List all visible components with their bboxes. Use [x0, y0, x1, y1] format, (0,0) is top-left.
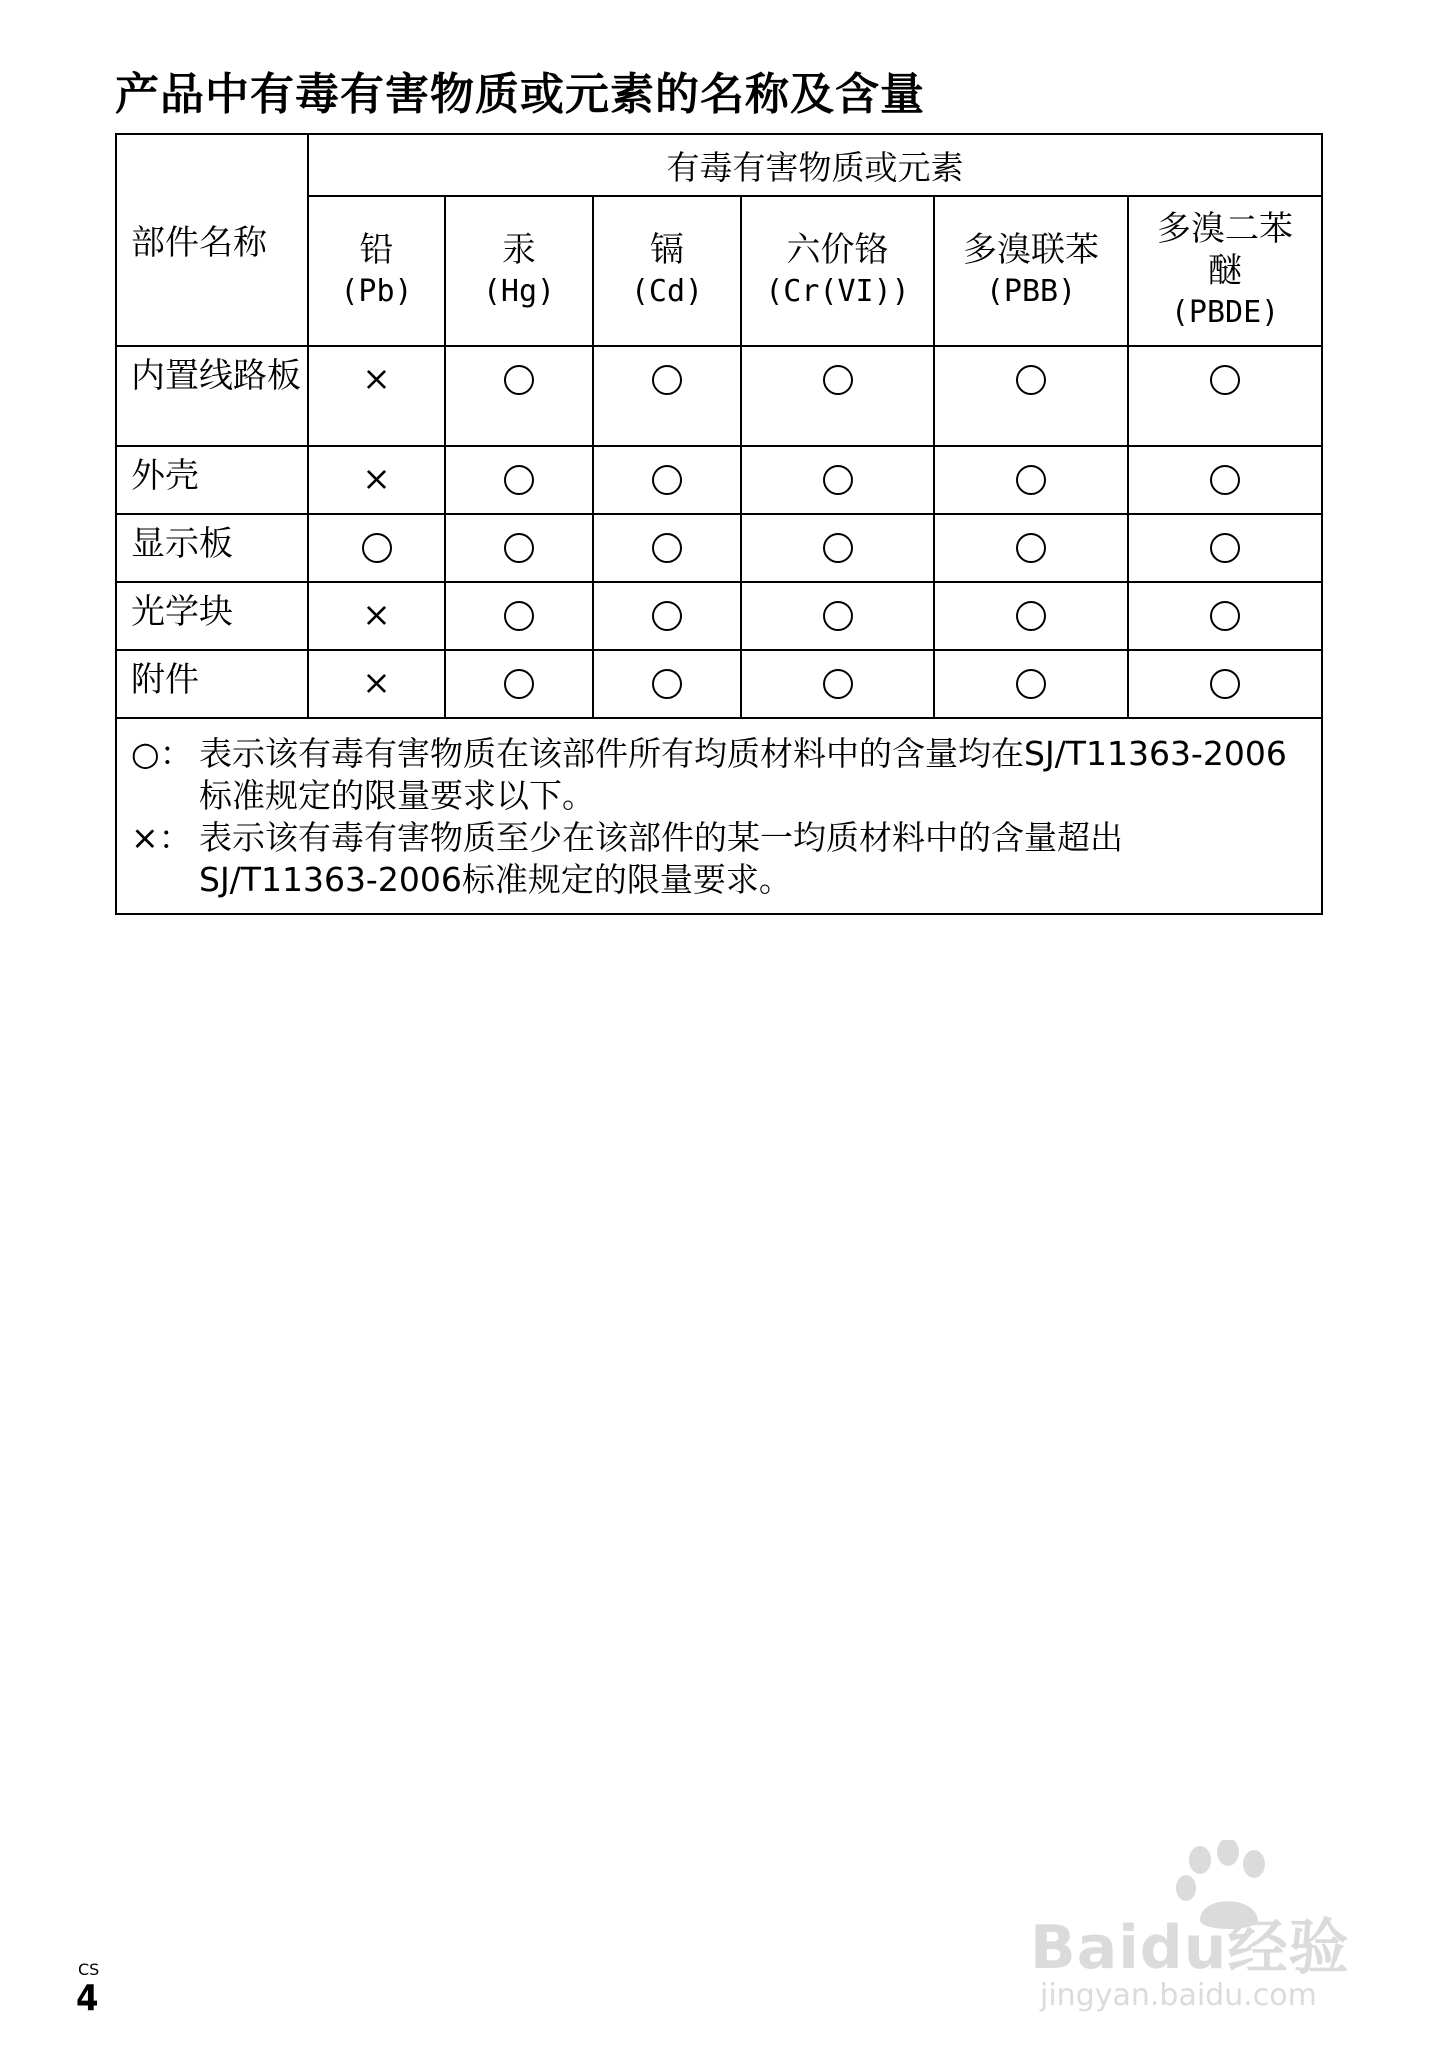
- cross-mark-icon: ×: [362, 359, 391, 399]
- mark-cell: [308, 582, 445, 650]
- cross-mark-icon: ×: [362, 595, 391, 635]
- circle-mark-icon: [1210, 601, 1240, 631]
- mark-cell: [308, 650, 445, 718]
- mark-cell: [445, 446, 593, 514]
- mark-cell: [593, 514, 741, 582]
- note-symbol: ×：: [131, 818, 192, 857]
- substance-name: 铅: [359, 230, 394, 270]
- table-row: [116, 650, 1322, 718]
- circle-mark-icon: [1210, 669, 1240, 699]
- circle-mark-icon: [504, 669, 534, 699]
- part-name-cell: 外壳: [116, 446, 308, 514]
- mark-cell: [593, 650, 741, 718]
- circle-mark-icon: [823, 533, 853, 563]
- substance-header-cr6: [741, 196, 934, 346]
- mark-cell: [1128, 514, 1322, 582]
- hazardous-substances-table: [115, 133, 1323, 915]
- note-circle: [131, 733, 1291, 817]
- part-name-cell: 光学块: [116, 582, 308, 650]
- mark-cell: [593, 446, 741, 514]
- circle-mark-icon: [1016, 669, 1046, 699]
- mark-cell: [308, 346, 445, 446]
- circle-mark-icon: [823, 669, 853, 699]
- mark-cell: [934, 446, 1128, 514]
- table-row: [116, 346, 1322, 446]
- part-name-cell: 附件: [116, 650, 308, 718]
- substance-header-pbb: [934, 196, 1128, 346]
- note-text: 表示该有毒有害物质至少在该部件的某一均质材料中的含量超出SJ/T11363-2006标准规定的限量要求。: [199, 818, 1123, 899]
- table-row: [116, 446, 1322, 514]
- substance-group-header: 有毒有害物质或元素: [308, 134, 1322, 196]
- table-row: [116, 582, 1322, 650]
- circle-mark-icon: [652, 601, 682, 631]
- part-name-header: 部件名称: [116, 134, 308, 346]
- mark-cell: [1128, 346, 1322, 446]
- mark-cell: [593, 346, 741, 446]
- note-text: 表示该有毒有害物质在该部件所有均质材料中的含量均在SJ/T11363-2006标准规定的限量要求以下。: [199, 734, 1287, 815]
- substance-symbol: (PBDE): [1170, 295, 1280, 330]
- mark-cell: [741, 514, 934, 582]
- mark-cell: [445, 582, 593, 650]
- circle-mark-icon: [504, 465, 534, 495]
- circle-mark-icon: [1016, 533, 1046, 563]
- substance-symbol: (Cr(VI)): [765, 274, 910, 309]
- mark-cell: [741, 346, 934, 446]
- circle-mark-icon: [823, 465, 853, 495]
- mark-cell: [934, 514, 1128, 582]
- page-number: 4: [76, 1978, 99, 2019]
- circle-mark-icon: [1210, 365, 1240, 395]
- part-name-cell: 显示板: [116, 514, 308, 582]
- circle-mark-icon: [823, 365, 853, 395]
- mark-cell: [741, 582, 934, 650]
- watermark-url: jingyan.baidu.com: [1040, 1978, 1317, 2013]
- circle-mark-icon: [362, 533, 392, 563]
- substance-name: 六价铬: [786, 230, 889, 270]
- mark-cell: [308, 514, 445, 582]
- circle-mark-icon: [652, 669, 682, 699]
- substance-symbol: (Hg): [482, 274, 556, 309]
- mark-cell: [934, 582, 1128, 650]
- circle-mark-icon: [823, 601, 853, 631]
- mark-cell: [1128, 446, 1322, 514]
- circle-mark-icon: [1210, 533, 1240, 563]
- circle-mark-icon: [504, 365, 534, 395]
- circle-mark-icon: [1016, 601, 1046, 631]
- legend-notes: [116, 718, 1322, 914]
- substance-symbol: (Cd): [630, 274, 704, 309]
- substance-header-cd: [593, 196, 741, 346]
- substance-name: 汞: [502, 230, 536, 270]
- substance-symbol: (Pb): [340, 274, 413, 309]
- substance-name: 多溴联苯: [963, 230, 1099, 270]
- substance-header-pbde: [1128, 196, 1322, 346]
- substance-name: 镉: [650, 230, 684, 270]
- mark-cell: [445, 514, 593, 582]
- watermark-brand: Baidu经验: [1030, 1913, 1350, 1983]
- watermark: [1030, 1840, 1380, 2020]
- circle-mark-icon: [504, 601, 534, 631]
- circle-mark-icon: [1016, 465, 1046, 495]
- circle-mark-icon: [652, 365, 682, 395]
- page-title: 产品中有毒有害物质或元素的名称及含量: [115, 69, 925, 120]
- note-symbol: ○：: [131, 734, 193, 773]
- table-row: [116, 514, 1322, 582]
- mark-cell: [593, 582, 741, 650]
- mark-cell: [1128, 582, 1322, 650]
- page-language-code: CS: [78, 1960, 100, 1979]
- mark-cell: [308, 446, 445, 514]
- mark-cell: [741, 446, 934, 514]
- mark-cell: [445, 650, 593, 718]
- circle-mark-icon: [1016, 365, 1046, 395]
- part-name-cell: 内置线路板: [116, 346, 308, 446]
- mark-cell: [1128, 650, 1322, 718]
- cross-mark-icon: ×: [362, 663, 391, 703]
- circle-mark-icon: [504, 533, 534, 563]
- mark-cell: [934, 650, 1128, 718]
- substance-header-hg: [445, 196, 593, 346]
- circle-mark-icon: [1210, 465, 1240, 495]
- note-cross: [131, 817, 1291, 901]
- substance-header-pb: [308, 196, 445, 346]
- circle-mark-icon: [652, 533, 682, 563]
- notes-row: [116, 718, 1322, 914]
- mark-cell: [934, 346, 1128, 446]
- substance-symbol: (PBB): [985, 274, 1077, 309]
- mark-cell: [741, 650, 934, 718]
- mark-cell: [445, 346, 593, 446]
- cross-mark-icon: ×: [362, 459, 391, 499]
- substance-name: 多溴二苯醚: [1157, 209, 1294, 291]
- circle-mark-icon: [652, 465, 682, 495]
